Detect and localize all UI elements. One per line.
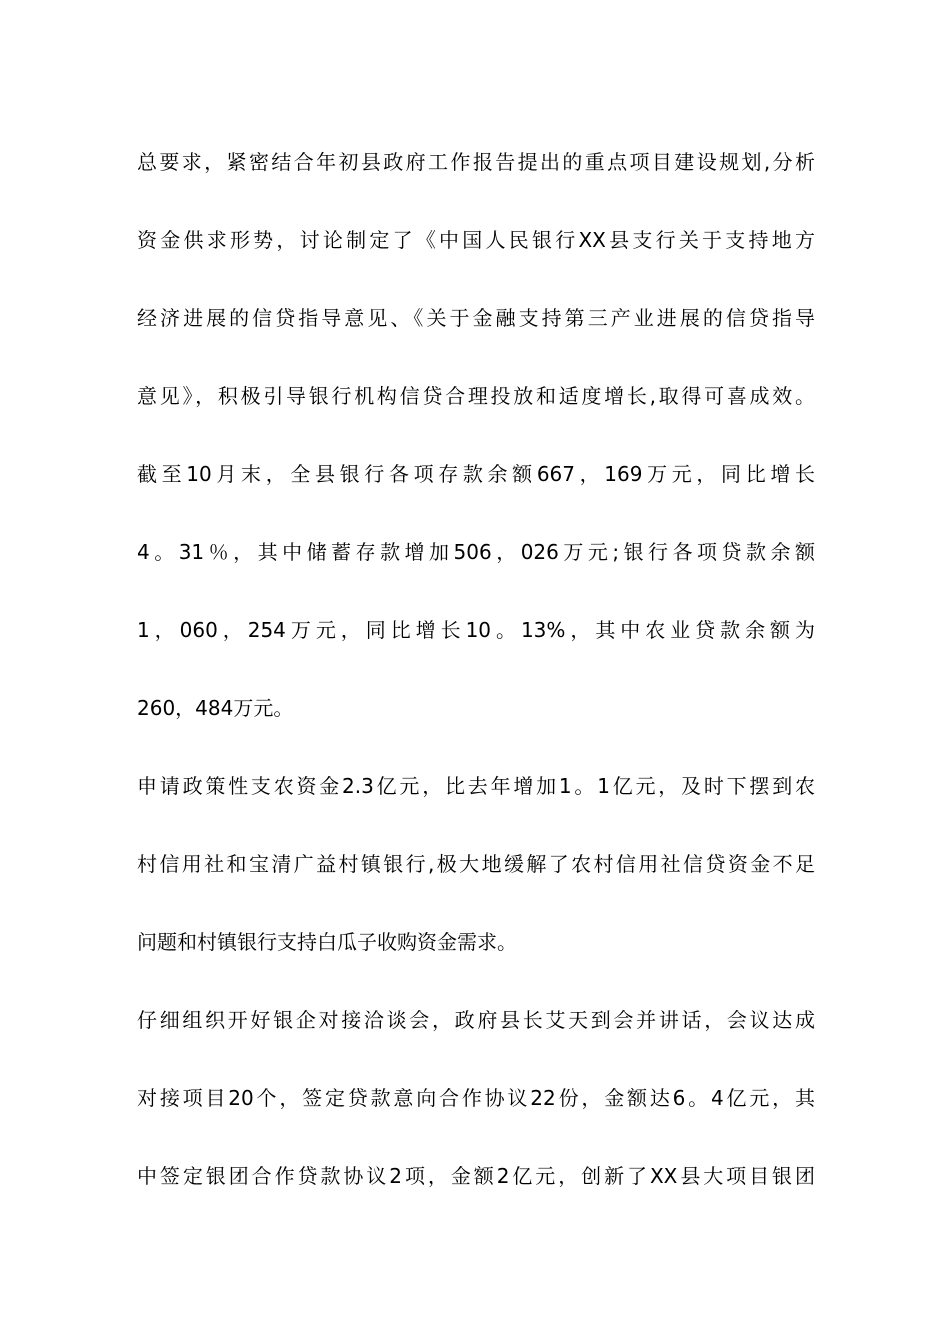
text-line: 对接项目20个，签定贷款意向合作协议22份，金额达6。4亿元，其: [137, 1086, 815, 1110]
text-line: 问题和村镇银行支持白瓜子收购资金需求。: [137, 930, 517, 954]
paragraph-credit-guidance: [137, 138, 815, 420]
text-line: 截至10月末，全县银行各项存款余额667，169万元，同比增长: [137, 462, 815, 486]
paragraph-bank-enterprise-meeting: [137, 996, 815, 1200]
text-line: 中签定银团合作贷款协议2项，金额2亿元，创新了XX县大项目银团: [137, 1164, 815, 1188]
text-line: 仔细组织开好银企对接洽谈会，政府县长艾天到会并讲话，会议达成: [137, 1008, 815, 1032]
text-line: 总要求，紧密结合年初县政府工作报告提出的重点项目建设规划,分析: [137, 150, 815, 174]
text-line: 经济进展的信贷指导意见、《关于金融支持第三产业进展的信贷指导: [137, 306, 815, 330]
paragraph-agricultural-funds: [137, 762, 815, 966]
text-line: 资金供求形势，讨论制定了《中国人民银行XX县支行关于支持地方: [137, 228, 815, 252]
text-line: 意见》，积极引导银行机构信贷合理投放和适度增长,取得可喜成效。: [137, 384, 815, 408]
text-line: 260，484万元。: [137, 696, 294, 720]
document-body: [137, 138, 815, 1230]
text-line: 1，060，254万元，同比增长10。13%，其中农业贷款余额为: [137, 618, 815, 642]
text-line: 村信用社和宝清广益村镇银行,极大地缓解了农村信用社信贷资金不足: [137, 852, 815, 876]
text-line: 4。31％，其中储蓄存款增加506，026万元;银行各项贷款余额: [137, 540, 815, 564]
paragraph-deposit-loan-figures: [137, 450, 815, 732]
text-line: 申请政策性支农资金2.3亿元，比去年增加1。1亿元，及时下摆到农: [137, 774, 815, 798]
